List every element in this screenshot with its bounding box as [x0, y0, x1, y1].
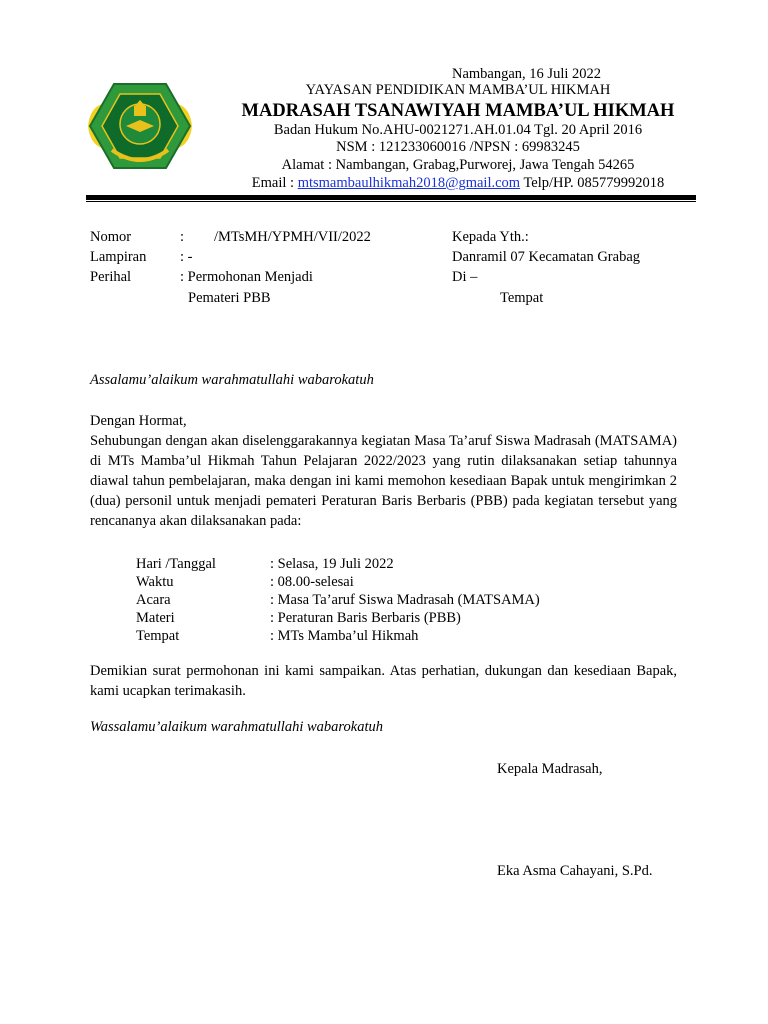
school-name: MADRASAH TSANAWIYAH MAMBA’UL HIKMAH [241, 101, 675, 121]
perihal-label: Perihal [90, 269, 132, 285]
header-rule-thin [86, 201, 696, 202]
detail-label: Waktu [136, 574, 174, 590]
detail-value: : Selasa, 19 Juli 2022 [270, 556, 394, 572]
lampiran-value: : - [180, 249, 193, 265]
salutation: Dengan Hormat, [90, 413, 187, 429]
detail-label: Acara [136, 592, 171, 608]
detail-label: Tempat [136, 628, 180, 644]
body-paragraph: Sehubungan dengan akan diselenggarakannya kegiatan Masa Ta’aruf Siswa Madrasah (MATSAMA) di MTs Mamba’ul Hikmah Tahun Pelajaran 2022/2023 yang rutin dilaksanakan setiap tahunnya diawal tahun pembelajaran, maka dengan ini kami memohon kesediaan Bapak untuk mengirimkan 2 (dua) personil untuk menjadi pemateri Peraturan Baris Berbaris (PBB) pada kegiatan tersebut yang rencananya akan dilaksanakan pada: [90, 433, 677, 529]
school-address: Alamat : Nambangan, Grabag,Purworej, Jawa Tengah 54265 [281, 157, 635, 173]
recipient-line-2: Danramil 07 Kecamatan Grabag [452, 249, 641, 265]
recipient-line-4: Tempat [500, 290, 544, 306]
nomor-label: Nomor [90, 229, 132, 245]
perihal-value-cont: Pemateri PBB [188, 290, 271, 306]
foundation-name: YAYASAN PENDIDIKAN MAMBA’UL HIKMAH [305, 82, 611, 98]
recipient-line-3: Di – [452, 269, 478, 285]
detail-value: : MTs Mamba’ul Hikmah [270, 628, 419, 644]
contact-line [230, 175, 686, 193]
lampiran-label: Lampiran [90, 249, 147, 265]
header-rule-thick [86, 195, 696, 200]
signature-title: Kepala Madrasah, [497, 761, 603, 777]
farewell: Wassalamu’alaikum warahmatullahi wabarokatuh [90, 719, 383, 735]
detail-label: Materi [136, 610, 175, 626]
school-logo [82, 80, 198, 172]
letter-date: Nambangan, 16 Juli 2022 [452, 66, 602, 82]
email-label: Email : [251, 175, 298, 191]
detail-value: : Masa Ta’aruf Siswa Madrasah (MATSAMA) [270, 592, 540, 608]
closing-paragraph: Demikian surat permohonan ini kami sampaikan. Atas perhatian, dukungan dan kesediaan Bapak, kami ucapkan terimakasih. [90, 663, 677, 699]
nomor-colon: : [180, 229, 185, 245]
detail-label: Hari /Tanggal [136, 556, 216, 572]
detail-value: : Peraturan Baris Berbaris (PBB) [270, 610, 461, 626]
nsm-npsn: NSM : 121233060016 /NPSN : 69983245 [336, 139, 580, 155]
signature-name: Eka Asma Cahayani, S.Pd. [497, 863, 653, 879]
email-link[interactable]: mtsmambaulhikmah2018@gmail.com [297, 175, 521, 191]
phone-text: Telp/HP. 085779992018 [520, 175, 665, 191]
recipient-line-1: Kepada Yth.: [452, 229, 529, 245]
greeting: Assalamu’alaikum warahmatullahi wabarokatuh [90, 372, 374, 388]
perihal-value: : Permohonan Menjadi [180, 269, 313, 285]
legal-info: Badan Hukum No.AHU-0021271.AH.01.04 Tgl. 20 April 2016 [273, 122, 643, 138]
detail-value: : 08.00-selesai [270, 574, 354, 590]
nomor-value: /MTsMH/YPMH/VII/2022 [214, 229, 371, 245]
